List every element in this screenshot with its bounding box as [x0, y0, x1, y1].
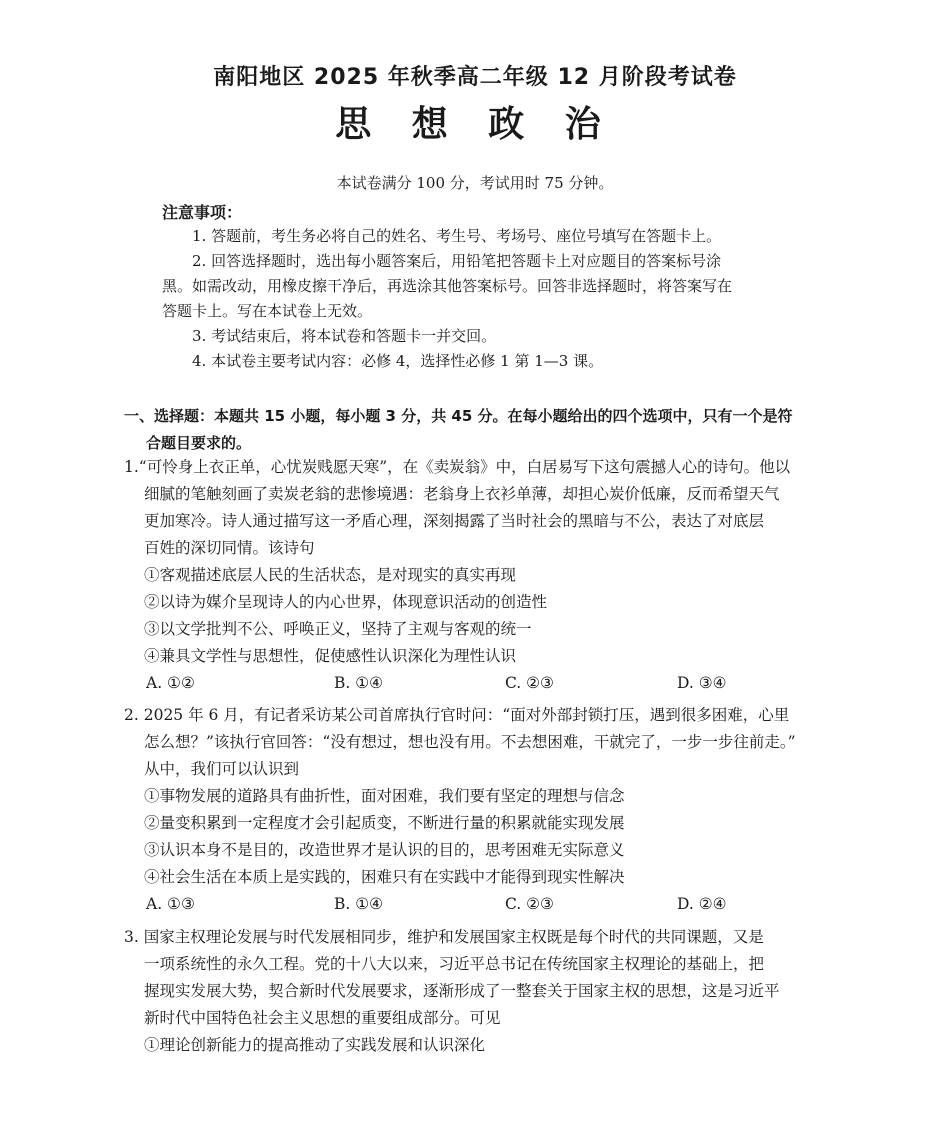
question-2-statement-1: ①事物发展的道路具有曲折性，面对困难，我们要有坚定的理想与信念	[144, 787, 625, 805]
notice-heading: 注意事项：	[162, 203, 243, 222]
question-2-options	[124, 891, 834, 918]
notice-item-2-line-3: 答题卡上。写在本试卷上无效。	[162, 302, 373, 320]
notice-item-3: 3. 考试结束后，将本试卷和答题卡一并交回。	[192, 327, 497, 345]
question-1-option-c: C. ②③	[505, 674, 554, 692]
question-1-stem-line-1: 1.“可怜身上衣正单，心忧炭贱愿天寒”，在《卖炭翁》中，白居易写下这句震撼人心的诗句。他以	[124, 458, 791, 476]
question-1-stem-line-3: 更加寒冷。诗人通过描写这一矛盾心理，深刻揭露了当时社会的黑暗与不公，表达了对底层	[144, 512, 765, 530]
question-2-statement-4: ④社会生活在本质上是实践的，困难只有在实践中才能得到现实性解决	[144, 868, 625, 886]
exam-info: 本试卷满分 100 分，考试用时 75 分钟。	[336, 174, 614, 192]
section-header-line-2: 合题目要求的。	[146, 434, 252, 452]
question-1-statement-4: ④兼具文学性与思想性，促使感性认识深化为理性认识	[144, 647, 517, 665]
question-2-stem-line-1: 2. 2025 年 6 月，有记者采访某公司首席执行官时问：“面对外部封锁打压，遇到很多困难，心里	[124, 706, 790, 724]
notice-item-2-line-1: 2. 回答选择题时，选出每小题答案后，用铅笔把答题卡上对应题目的答案标号涂	[192, 252, 722, 270]
question-3-stem-line-4: 新时代中国特色社会主义思想的重要组成部分。可见	[144, 1009, 501, 1027]
question-1-stem-line-2: 细腻的笔触刻画了卖炭老翁的悲惨境遇：老翁身上衣衫单薄，却担心炭价低廉，反而希望天气	[144, 485, 780, 503]
question-2-stem-line-2: 怎么想？”该执行官回答：“没有想过，想也没有用。不去想困难，干就完了，一步一步往前走。”	[144, 733, 796, 751]
section-header-line-1: 一、选择题：本题共 15 小题，每小题 3 分，共 45 分。在每小题给出的四个选项中，只有一个是符	[124, 407, 793, 425]
notice-list	[162, 224, 802, 374]
question-1-statement-2: ②以诗为媒介呈现诗人的内心世界，体现意识活动的创造性	[144, 593, 548, 611]
question-2-option-c: C. ②③	[505, 895, 554, 913]
question-2-stem-line-3: 从中，我们可以认识到	[144, 760, 300, 778]
question-1-option-a: A. ①②	[146, 674, 195, 692]
question-3	[124, 924, 834, 1059]
question-1-option-d: D. ③④	[677, 674, 727, 692]
question-3-stem-line-2: 一项系统性的永久工程。党的十八大以来，习近平总书记在传统国家主权理论的基础上，把	[144, 955, 765, 973]
section-header	[124, 403, 834, 457]
question-3-stem-line-3: 握现实发展大势，契合新时代发展要求，逐渐形成了一整套关于国家主权的思想，这是习近平	[144, 982, 780, 1000]
question-1-option-b: B. ①④	[334, 674, 384, 692]
question-3-statement-1: ①理论创新能力的提高推动了实践发展和认识深化	[144, 1036, 486, 1054]
question-2	[124, 702, 834, 918]
notice-item-2-line-2: 黑。如需改动，用橡皮擦干净后，再选涂其他答案标号。回答非选择题时，将答案写在	[162, 277, 733, 295]
question-2-option-b: B. ①④	[334, 895, 384, 913]
question-1-statement-1: ①客观描述底层人民的生活状态，是对现实的真实再现	[144, 566, 517, 584]
question-1	[124, 454, 834, 697]
question-2-option-a: A. ①③	[146, 895, 195, 913]
exam-header: 南阳地区 2025 年秋季高二年级 12 月阶段考试卷	[213, 65, 737, 90]
question-3-stem-line-1: 3. 国家主权理论发展与时代发展相同步，维护和发展国家主权既是每个时代的共同课题，又是	[124, 928, 764, 946]
question-1-options	[124, 670, 834, 697]
question-2-statement-2: ②量变积累到一定程度才会引起质变，不断进行量的积累就能实现发展	[144, 814, 625, 832]
question-1-statement-3: ③以文学批判不公、呼唤正义，坚持了主观与客观的统一	[144, 620, 532, 638]
question-2-statement-3: ③认识本身不是目的，改造世界才是认识的目的，思考困难无实际意义	[144, 841, 625, 859]
notice-item-1: 1. 答题前，考生务必将自己的姓名、考生号、考场号、座位号填写在答题卡上。	[192, 227, 722, 245]
notice-item-4: 4. 本试卷主要考试内容：必修 4，选择性必修 1 第 1—3 课。	[192, 352, 604, 370]
question-2-option-d: D. ②④	[677, 895, 727, 913]
subject-title: 思 想 政 治	[335, 104, 615, 145]
question-1-stem-line-4: 百姓的深切同情。该诗句	[144, 539, 315, 557]
